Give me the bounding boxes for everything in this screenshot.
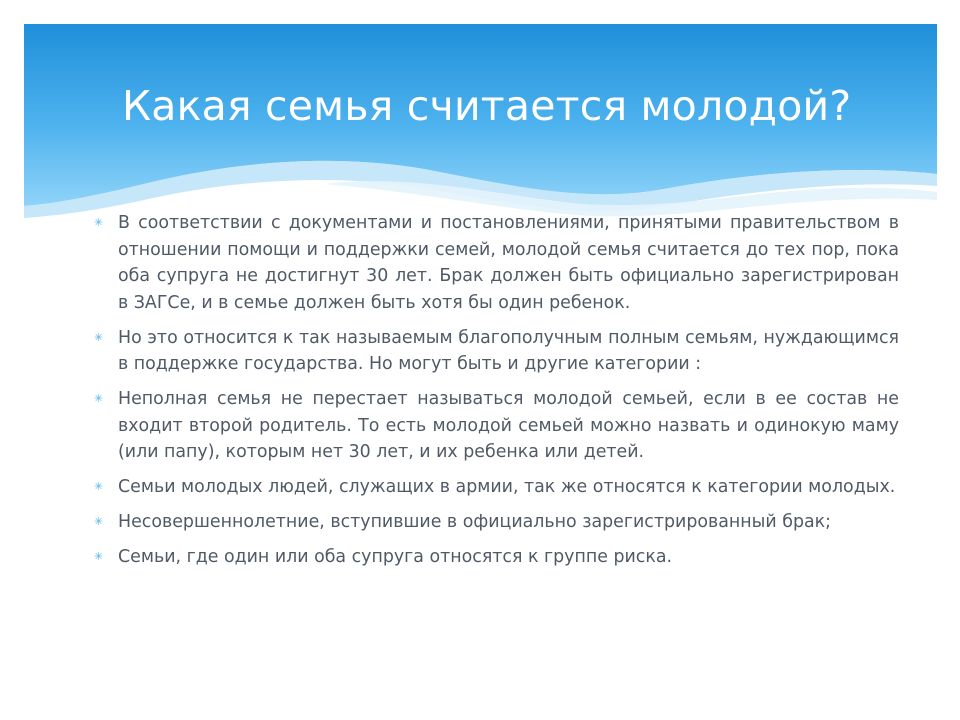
list-item-text: Неполная семья не перестает называться молодой семьей, если в ее состав не входит второй родитель. То есть молодой семьей можно назвать и одинокую маму (или папу), которым нет 30 лет, и их ребенка или детей. [118, 389, 899, 462]
slide-title: Какая семья считается молодой? [122, 82, 852, 130]
asterisk-bullet-icon: ✳ [94, 330, 104, 344]
list-item-text: Несовершеннолетние, вступившие в официально зарегистрированный брак; [118, 512, 831, 532]
asterisk-bullet-icon: ✳ [94, 550, 104, 563]
list-item-text: Но это относится к так называемым благополучным полным семьям, нуждающимся в поддержке государства. Но могут быть и другие категории : [118, 327, 899, 374]
list-item [94, 210, 899, 316]
bullet-list [94, 210, 899, 579]
asterisk-bullet-icon: ✳ [94, 480, 104, 493]
asterisk-bullet-icon: ✳ [94, 216, 104, 229]
list-item-text: Семьи молодых людей, служащих в армии, так же относятся к категории молодых. [118, 477, 896, 497]
list-item [94, 544, 899, 571]
list-item [94, 474, 899, 501]
list-item-text: В соответствии с документами и постановлениями, принятыми правительством в отношении помощи и поддержки семей, молодой семья считается до тех пор, пока оба супруга не достигнут 30 лет. Брак должен быть официально зарегистрирован в ЗАГСе, и в семье должен быть хотя бы один ребенок. [118, 213, 899, 313]
list-item-text: Семьи, где один или оба супруга относятся к группе риска. [118, 547, 673, 567]
asterisk-bullet-icon: ✳ [94, 392, 104, 405]
list-item [94, 325, 899, 378]
list-item [94, 509, 899, 536]
list-item [94, 386, 899, 466]
slide [24, 24, 937, 700]
asterisk-bullet-icon: ✳ [94, 515, 104, 528]
